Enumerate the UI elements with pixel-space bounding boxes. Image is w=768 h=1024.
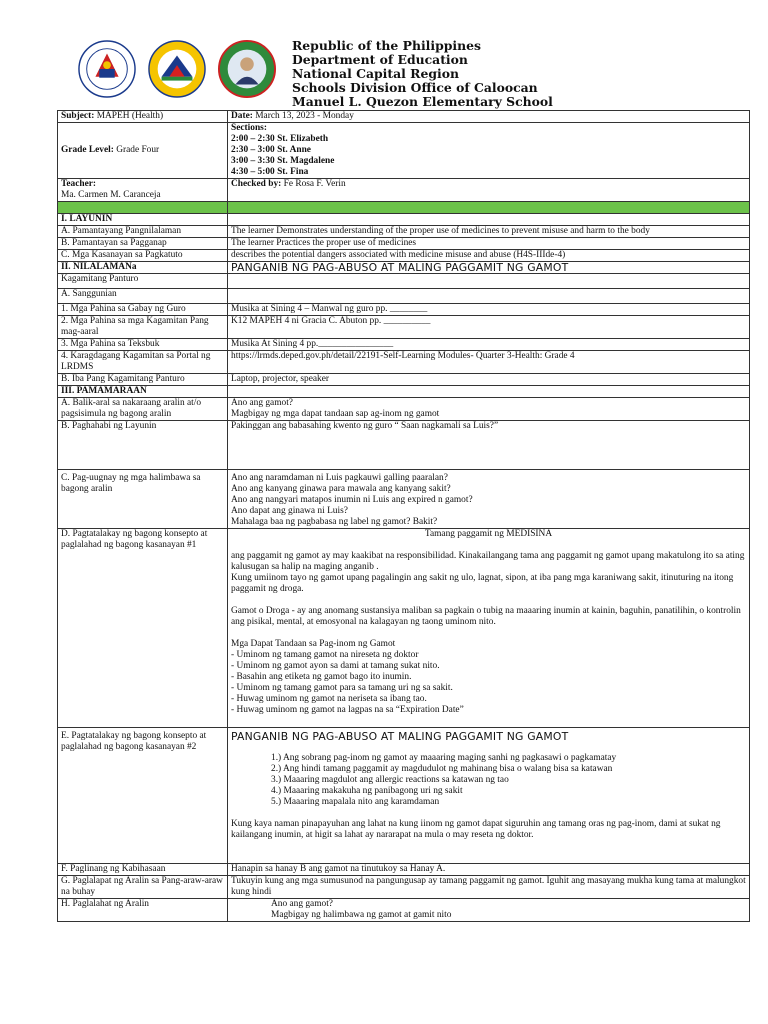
row-label: Kagamitang Panturo — [58, 274, 228, 289]
list-item: - Basahin ang etiketa ng gamot bago ito inumin. — [231, 672, 412, 682]
row-label: A. Balik-aral sa nakaraang aralin at/o pagsisimula ng bagong aralin — [58, 398, 228, 421]
row-label: D. Pagtatalakay ng bagong konsepto at paglalahad ng bagong kasanayan #1 — [58, 529, 228, 728]
section-heading: I. LAYUNIN — [58, 214, 228, 226]
row-label: H. Paglalahat ng Aralin — [58, 899, 228, 922]
checked-label: Checked by: — [231, 179, 284, 189]
question-line: Ano dapat ang ginawa ni Luis? — [231, 506, 348, 516]
row-label: 3. Mga Pahina sa Teksbuk — [58, 339, 228, 351]
row-value: Tukuyin kung ang mga sumusunod na pangungusap ay tamang paggamit ng gamot. Iguhit ang masayang mukha kung tama at malungkot kung hindi — [228, 876, 750, 899]
subject-row — [58, 111, 750, 123]
deped-seal-logo — [78, 40, 136, 98]
step-h-row — [58, 899, 750, 922]
row-value: K12 MAPEH 4 ni Gracia C. Abuton pp. __________ — [228, 316, 750, 339]
row-label: G. Paglalapat ng Aralin sa Pang-araw-araw na buhay — [58, 876, 228, 899]
row-label: A. Sanggunian — [58, 289, 228, 304]
section-heading: III. PAMAMARAAN — [58, 386, 228, 398]
subject-value: MAPEH (Health) — [96, 111, 164, 121]
divider-cell — [228, 202, 750, 214]
empty-cell — [228, 214, 750, 226]
question-line: Magbigay ng halimbawa ng gamot at gamit nito — [271, 910, 452, 920]
list-item: - Uminom ng tamang gamot para sa tamang uri ng sa sakit. — [231, 683, 453, 693]
list-item: 1.) Ang sobrang pag-inom ng gamot ay maaaring maging sanhi ng pagkasawi o pagkamatay — [271, 753, 617, 763]
row-label: E. Pagtatalakay ng bagong konsepto at paglalahad ng bagong kasanayan #2 — [58, 728, 228, 864]
date-value: March 13, 2023 - Monday — [255, 111, 354, 121]
step-f-row — [58, 864, 750, 876]
row-value: Musika At Sining 4 pp.________________ — [228, 339, 750, 351]
section-heading: II. NILALAMANa — [58, 262, 228, 274]
header-line: Republic of the Philippines — [292, 38, 481, 53]
header-line: Department of Education — [292, 52, 468, 67]
subject-label: Subject: — [61, 111, 97, 121]
checked-value: Fe Rosa F. Verin — [283, 179, 346, 189]
discussion-heading: PANGANIB NG PAG-ABUSO AT MALING PAGGAMIT NG GAMOT — [231, 730, 569, 743]
row-value — [228, 899, 750, 922]
question-line: Ano ang gamot? — [271, 899, 333, 909]
sdo-caloocan-logo — [148, 40, 206, 98]
row-label: A. Pamantayang Pangnilalaman — [58, 226, 228, 238]
empty-cell — [228, 386, 750, 398]
teacher-name: Ma. Carmen M. Caranceja — [61, 190, 161, 200]
section-item: 3:00 – 3:30 St. Magdalene — [231, 156, 335, 166]
grade-label: Grade Level: — [61, 145, 117, 155]
question-line: Magbigay ng mga dapat tandaan sap ag-inom ng gamot — [231, 409, 440, 419]
step-e-row — [58, 728, 750, 864]
header-lines — [292, 39, 553, 109]
empty-cell — [228, 274, 750, 289]
row-value: Hanapin sa hanay B ang gamot na tinutukoy sa Hanay A. — [228, 864, 750, 876]
list-item: 5.) Maaaring mapalala nito ang karamdaman — [271, 797, 440, 807]
header-line: National Capital Region — [292, 66, 459, 81]
row-value: Musika at Sining 4 – Manwal ng guro pp. ________ — [228, 304, 750, 316]
sanggunian-row — [58, 289, 750, 304]
section-item: 2:00 – 2:30 St. Elizabeth — [231, 134, 329, 144]
green-divider-row — [58, 202, 750, 214]
layunin-row — [58, 238, 750, 250]
divider-cell — [58, 202, 228, 214]
paragraph: ang paggamit ng gamot ay may kaakibat na responsibilidad. Kinakailangang tama ang paggamit ng gamot upang makatulong ito sa ating kalusugan sa halip na maging anganib . — [231, 551, 745, 572]
portal-link[interactable]: https://lrmds.deped.gov.ph/detail/22191-Self-Learning Modules- Quarter 3-Health: Grade 4 — [228, 351, 750, 374]
list-item: - Uminom ng gamot ayon sa dami at tamang sukat nito. — [231, 661, 440, 671]
row-label: B. Iba Pang Kagamitang Panturo — [58, 374, 228, 386]
lesson-plan-table — [57, 110, 750, 922]
grade-value: Grade Four — [116, 145, 160, 155]
row-label: C. Pag-uugnay ng mga halimbawa sa bagong aralin — [58, 470, 228, 529]
step-d-row — [58, 529, 750, 728]
step-a-row — [58, 398, 750, 421]
header-line: Schools Division Office of Caloocan — [292, 80, 538, 95]
row-value — [228, 398, 750, 421]
row-label: B. Pamantayan sa Pagganap — [58, 238, 228, 250]
paragraph: Kung umiinom tayo ng gamot upang pagalingin ang sakit ng ulo, lagnat, sipon, at iba pang mga karaniwang sakit, itinuturing na itong paggamit ng droga. — [231, 573, 734, 594]
row-label: F. Paglinang ng Kabihasaan — [58, 864, 228, 876]
reference-row — [58, 339, 750, 351]
document-header — [0, 0, 768, 112]
empty-cell — [228, 289, 750, 304]
list-item: 2.) Ang hindi tamang paggamit ay magdudulot ng mahinang bisa o walang bisa sa katawan — [271, 764, 613, 774]
pamamaraan-heading-row — [58, 386, 750, 398]
row-label: 4. Karagdagang Kagamitan sa Portal ng LRDMS — [58, 351, 228, 374]
row-value: The learner Practices the proper use of medicines — [228, 238, 750, 250]
row-value: describes the potential dangers associated with medicine misuse and abuse (H4S-IIIde-4) — [228, 250, 750, 262]
checked-cell — [228, 179, 750, 202]
sections-cell — [228, 123, 750, 179]
row-label: 1. Mga Pahina sa Gabay ng Guro — [58, 304, 228, 316]
discussion-heading: Tamang paggamit ng MEDISINA — [424, 529, 553, 539]
list-item: - Huwag uminom ng gamot na lagpas na sa “Expiration Date” — [231, 705, 464, 715]
row-value: Laptop, projector, speaker — [228, 374, 750, 386]
nilalaman-row — [58, 262, 750, 274]
topic-title: PANGANIB NG PAG-ABUSO AT MALING PAGGAMIT NG GAMOT — [228, 262, 750, 274]
question-line: Ano ang nangyari matapos inumin ni Luis ang expired n gamot? — [231, 495, 473, 505]
paragraph: Kung kaya naman pinapayuhan ang lahat na kung iinom ng gamot dapat siguruhin ang tamang oras ng pag-inom, dami at sukat ng kailangang inumin, at higit sa lahat ay nararapat na mula o may reseta ng doktor. — [231, 819, 721, 840]
reference-row — [58, 351, 750, 374]
grade-cell — [58, 123, 228, 179]
question-line: Ano ang kanyang ginawa para mawala ang kanyang sakit? — [231, 484, 451, 494]
header-line: Manuel L. Quezon Elementary School — [292, 94, 553, 109]
question-line: Ano ang gamot? — [231, 398, 293, 408]
row-value — [228, 728, 750, 864]
row-label: B. Paghahabi ng Layunin — [58, 421, 228, 470]
list-title: Mga Dapat Tandaan sa Pag-inom ng Gamot — [231, 639, 396, 649]
row-label: 2. Mga Pahina sa mga Kagamitan Pang mag-aaral — [58, 316, 228, 339]
section-item: 4:30 – 5:00 St. Fina — [231, 167, 309, 177]
step-c-row — [58, 470, 750, 529]
paragraph: Gamot o Droga - ay ang anomang sustansiya maliban sa pagkain o tubig na maaaring inumin at kainin, baguhin, panatilihin, o kontrolin ang pisikal, mental, at emosyonal na kalagayan ng taong uminom nito. — [231, 606, 741, 627]
list-item: - Huwag uminom ng gamot na neriseta sa ibang tao. — [231, 694, 427, 704]
school-seal-logo — [218, 40, 276, 98]
list-item: 4.) Maaaring makakuha ng panibagong uri ng sakit — [271, 786, 463, 796]
row-value — [228, 470, 750, 529]
question-line: Mahalaga baa ng pagbabasa ng label ng gamot? Bakit? — [231, 517, 438, 527]
reference-row — [58, 304, 750, 316]
grade-row — [58, 123, 750, 179]
date-label: Date: — [231, 111, 256, 121]
question-line: Ano ang naramdaman ni Luis pagkauwi galling paaralan? — [231, 473, 448, 483]
row-label: C. Mga Kasanayan sa Pagkatuto — [58, 250, 228, 262]
teacher-label: Teacher: — [61, 179, 97, 189]
step-b-row — [58, 421, 750, 470]
layunin-heading-row — [58, 214, 750, 226]
layunin-row — [58, 250, 750, 262]
row-value — [228, 529, 750, 728]
step-g-row — [58, 876, 750, 899]
row-value: The learner Demonstrates understanding of the proper use of medicines to prevent misuse and harm to the body — [228, 226, 750, 238]
list-item: 3.) Maaaring magdulot ang allergic reactions sa katawan ng tao — [271, 775, 509, 785]
subject-cell — [58, 111, 228, 123]
reference-row — [58, 316, 750, 339]
teacher-cell — [58, 179, 228, 202]
list-item: - Uminom ng tamang gamot na nireseta ng doktor — [231, 650, 419, 660]
section-item: 2:30 – 3:00 St. Anne — [231, 145, 311, 155]
date-cell — [228, 111, 750, 123]
teacher-row — [58, 179, 750, 202]
layunin-row — [58, 226, 750, 238]
row-value: Pakinggan ang babasahing kwento ng guro “ Saan nagkamali sa Luis?” — [228, 421, 750, 470]
sections-label: Sections: — [231, 123, 267, 133]
kagamitan-row — [58, 274, 750, 289]
reference-row — [58, 374, 750, 386]
